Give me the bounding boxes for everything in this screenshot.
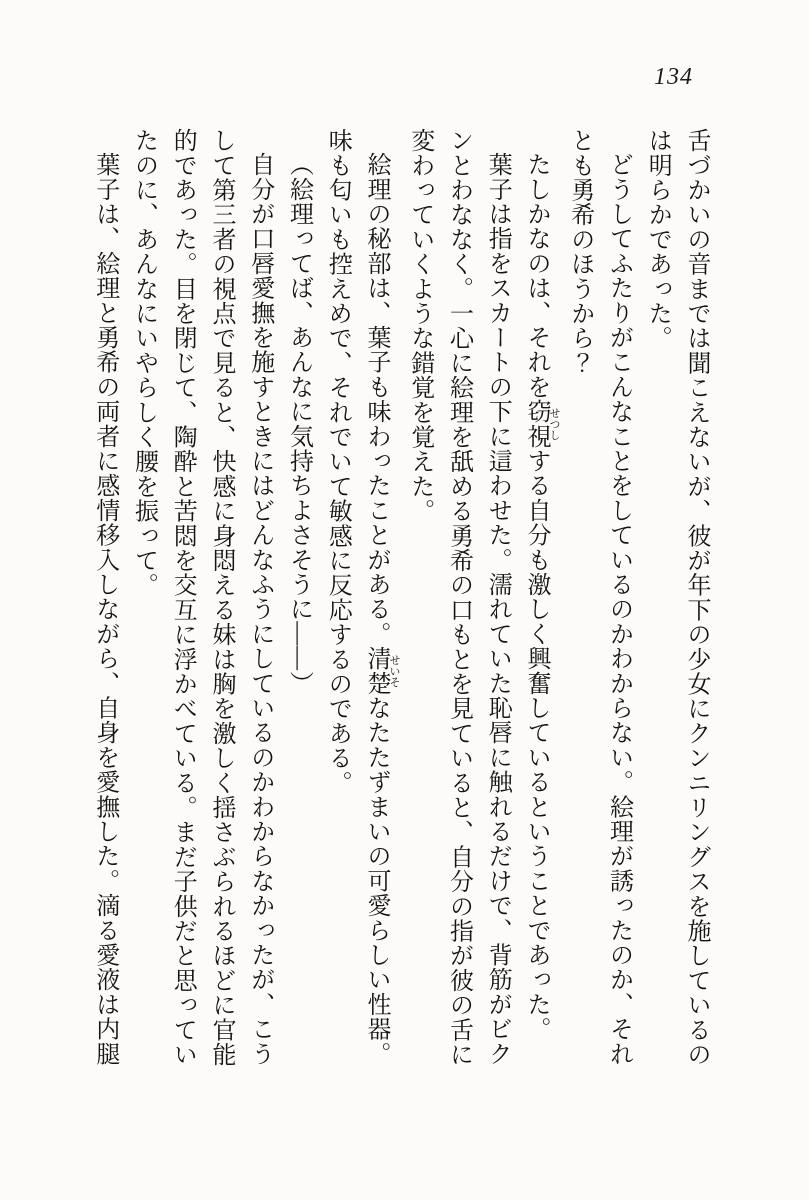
- furigana-text: せいそ: [388, 646, 400, 696]
- furigana-ruby: 窃視 せつし: [523, 399, 560, 449]
- paragraph: 葉子は指をスカートの下に這わせた。濡れていた恥唇に触れるだけで、背筋がビクンとわななく。一心に絵理を舐める勇希の口もとを見ていると、自分の指が彼の舌に変わっていくような錯覚を覚えた。: [406, 128, 511, 1067]
- paragraph: どうしてふたりがこんなことをしているのかわからない。絵理が誘ったのか、それとも勇希のほうから？: [566, 128, 632, 1066]
- paragraph: 自分が口唇愛撫を施すときにはどんなふうにしているのかわからなかったが、こうして第三者の視点で見ると、快感に身悶える妹は胸を激しく揺さぶられるほどに官能的であった。目を閉じて、陶酔と苦悶を交互に浮かべている。まだ子供だと思っていたのに、あんなにいやらしく腰を振って。: [130, 128, 273, 1067]
- paragraph: （絵理ってば、あんなに気持ちよさそうに――）: [285, 152, 312, 696]
- page-number: 134: [654, 64, 693, 90]
- furigana-text: せつし: [548, 399, 560, 449]
- paragraph: 葉子は、絵理と勇希の両者に感情移入しながら、自身を愛撫した。滴る愛液は内腿: [91, 152, 118, 1066]
- furigana-ruby: 清楚 せいそ: [363, 646, 400, 696]
- text-block: [85, 128, 715, 1070]
- paragraph: 舌づかいの音までは聞こえないが、彼が年下の少女にクンニリングスを施しているのは明らかであった。: [644, 128, 709, 1067]
- paragraph: 絵理の秘部は、葉子も味わったことがある。清楚 せいそなたたずまいの可愛らしい性器。味も匂いも控えめで、それでいて敏感に反応するのである。: [324, 128, 400, 1066]
- paragraph: たしかなのは、それを窃視 せつしする自分も激しく興奮しているということであった。: [523, 152, 560, 1042]
